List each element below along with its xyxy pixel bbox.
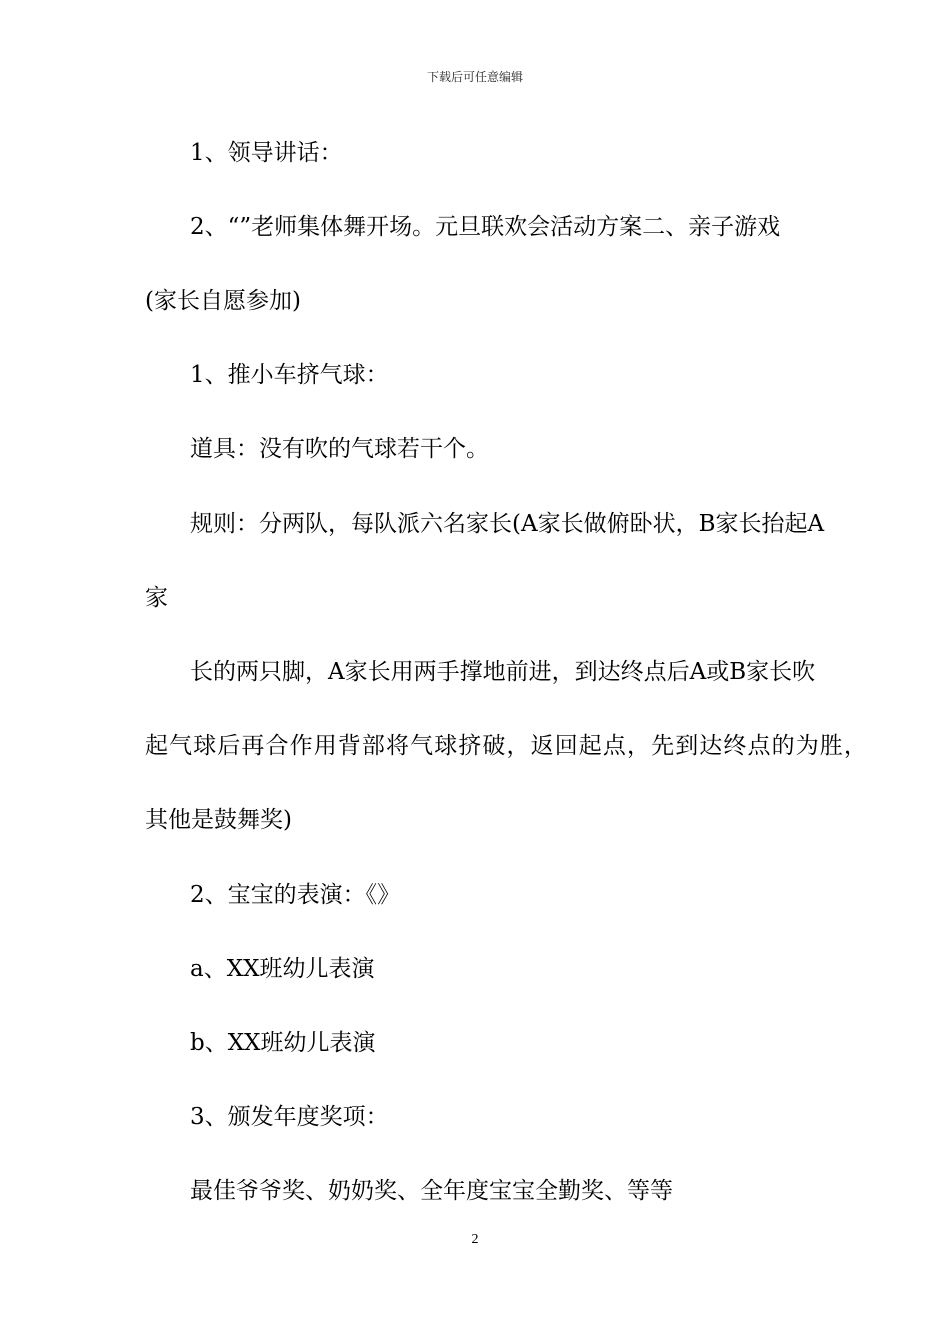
paragraph-line: 1、推小车挤气球： — [190, 362, 389, 388]
paragraph-line: 2、“”老师集体舞开场。元旦联欢会活动方案二、亲子游戏 — [190, 214, 781, 240]
paragraph-line: 规则：分两队，每队派六名家长(A家长做俯卧状，B家长抬起A — [190, 511, 825, 537]
paragraph-line: 1、领导讲话： — [190, 140, 343, 166]
paragraph-line: (家长自愿参加) — [145, 288, 301, 314]
page-number: 2 — [471, 1232, 479, 1247]
paragraph-line: 长的两只脚，A家长用两手撑地前进，到达终点后A或B家长吹 — [190, 659, 816, 685]
paragraph-line: 其他是鼓舞奖) — [145, 807, 292, 833]
paragraph-line: 家 — [145, 585, 168, 611]
paragraph-line: b、XX班幼儿表演 — [190, 1030, 376, 1056]
page-header: 下载后可任意编辑 — [426, 70, 523, 84]
paragraph-line: 起气球后再合作用背部将气球挤破，返回起点，先到达终点的为胜， — [145, 733, 868, 759]
paragraph-line: 道具：没有吹的气球若干个。 — [190, 436, 489, 462]
paragraph-line: 最佳爷爷奖、奶奶奖、全年度宝宝全勤奖、等等 — [190, 1178, 673, 1204]
paragraph-line: 3、颁发年度奖项： — [190, 1104, 389, 1130]
paragraph-line: a、XX班幼儿表演 — [190, 956, 375, 982]
paragraph-line: 2、宝宝的表演：《》 — [190, 882, 401, 908]
